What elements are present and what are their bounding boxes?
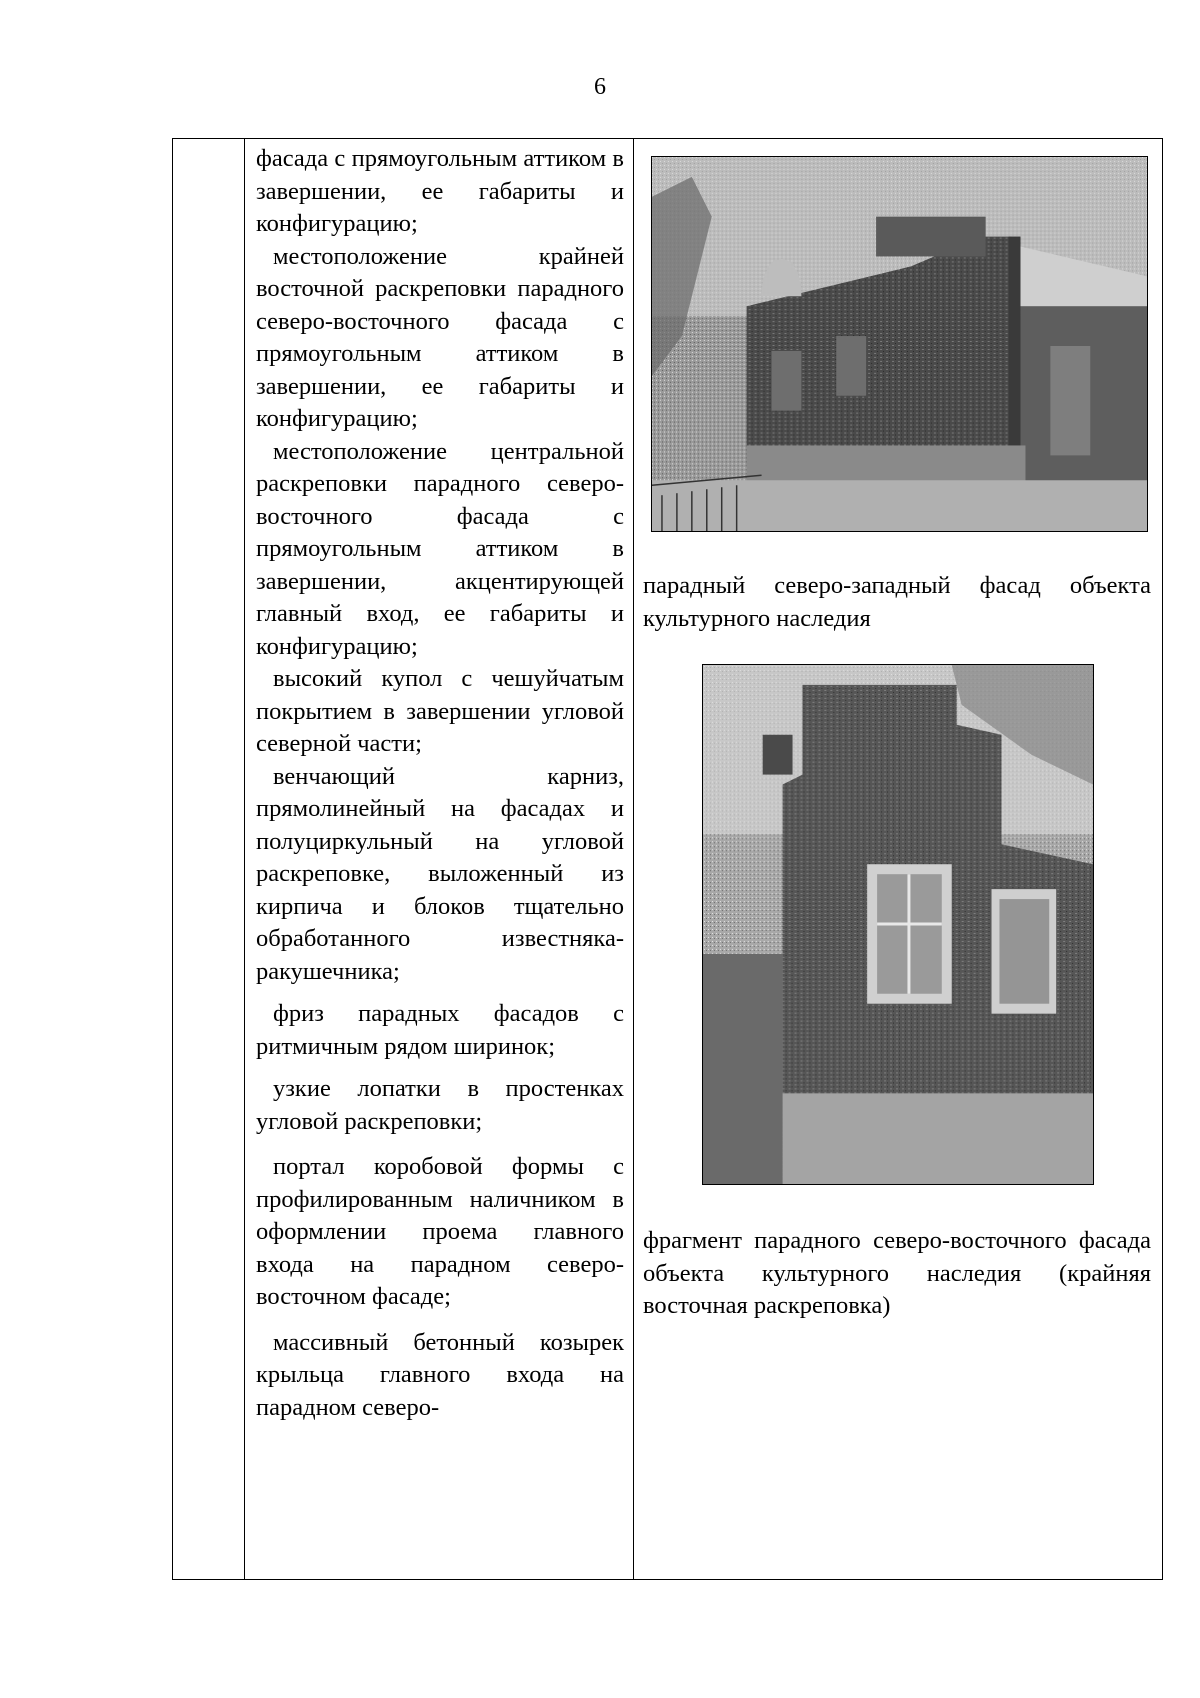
building-fragment-illustration — [703, 665, 1093, 1184]
photo1-caption: парадный северо-западный фасад объекта культурного наследия — [643, 572, 1151, 632]
feature-paragraph: местоположение центральной раскреповки парадного северо-восточного фасада с прямоугольным аттиком в завершении, акцентирующей главный вход, ее габариты и конфигурацию; — [256, 437, 624, 660]
feature-paragraph: высокий купол с чешуйчатым покрытием в завершении угловой северной части; — [256, 665, 624, 757]
photo2-caption: фрагмент парадного северо-восточного фасада объекта культурного наследия (крайняя восточная раскреповка) — [643, 1227, 1151, 1319]
feature-paragraph: фриз парадных фасадов с ритмичным рядом ширинок; — [256, 1000, 624, 1060]
feature-paragraph: портал коробовой формы с профилированным наличником в оформлении проема главного входа на парадном северо-восточном фасаде; — [256, 1153, 624, 1310]
features-text-column — [256, 143, 624, 1424]
photo-northeast-facade-fragment — [702, 664, 1094, 1185]
feature-paragraph: местоположение крайней восточной раскреповки парадного северо-восточного фасада с прямоугольным аттиком в завершении, ее габариты и конфигурацию; — [256, 242, 624, 432]
feature-paragraph: узкие лопатки в простенках угловой раскреповки; — [256, 1075, 624, 1135]
photo-northwest-facade — [651, 156, 1148, 532]
page-number: 6 — [594, 74, 606, 100]
feature-paragraph: фасада с прямоугольным аттиком в завершении, ее габариты и конфигурацию; — [256, 145, 624, 237]
feature-paragraph: массивный бетонный козырек крыльца главного входа на парадном северо- — [256, 1328, 624, 1421]
building-photo-illustration — [652, 157, 1147, 531]
table-column-divider — [244, 139, 245, 1579]
feature-paragraph: венчающий карниз, прямолинейный на фасадах и полуциркульный на угловой раскреповке, выложенный из кирпича и блоков тщательно обработанного известняка-ракушечника; — [256, 762, 624, 985]
table-column-divider — [633, 139, 634, 1579]
